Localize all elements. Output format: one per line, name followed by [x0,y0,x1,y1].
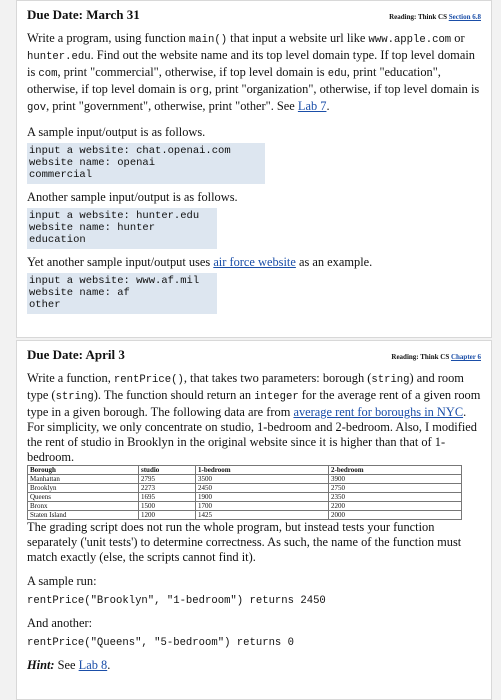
another-run-label: And another: [27,616,93,630]
due-date: Due Date: March 31 [27,7,140,22]
code: hunter.edu [27,51,91,63]
text: . For simplicity, we only concentrate on studio, 1-bedroom and 2-bedroom. Also, I modified the rent of studio in Brooklyn in the original website since it is higher than that of 1-bedroom. [27,405,477,464]
text: , print "government", otherwise, print "other". See [46,99,298,113]
code-line: other [29,299,61,311]
sample-run-label: A sample run: [27,574,97,588]
column-header: 2-bedroom [329,466,462,475]
text: for the average rent of a given room type in a given borough. The following data are from [27,388,481,419]
table-header-row [28,466,462,475]
lab-7-link[interactable]: Lab 7 [297,99,327,113]
code-line: website name: openai [29,157,156,169]
hint [27,658,481,673]
table-cell: 2000 [329,511,462,520]
table-cell: Brooklyn [28,484,139,493]
text: , that takes two parameters: borough ( [183,371,372,385]
text: . Find out the website name and its top level domain type. If top level domain is [27,48,475,79]
rent-table [27,465,462,520]
hint-label: Hint: [27,658,55,672]
table-cell: 1695 [139,493,196,502]
text: as an example. [295,255,373,269]
table-cell: 2200 [329,502,462,511]
text: , print "commercial", otherwise, if top level domain is [57,65,328,79]
sample-3-code [27,273,217,314]
card-header [27,7,481,23]
reading-label: Reading: Think CS [389,13,447,21]
table-row [28,502,462,511]
code: org [189,85,209,97]
reading-link[interactable]: Chapter 6 [450,353,481,361]
code: string [371,374,410,386]
code: www.apple.com [368,34,452,46]
code-line: input a website: www.af.mil [29,275,200,287]
table-cell: Queens [28,493,139,502]
column-header: 1-bedroom [196,466,329,475]
sample-2-code [27,208,217,249]
due-date: Due Date: April 3 [27,347,125,362]
table-cell: 2273 [139,484,196,493]
code: rentPrice() [113,374,184,386]
grading-note: The grading script does not run the whole program, but instead tests your function separately ('unit tests') to determine correctness. As such, the name of the function must match exactly (else, the scripts cannot find it). [27,520,462,564]
problem-description [27,31,481,116]
air-force-link[interactable]: air force website [213,255,296,269]
text: or [451,31,465,45]
code: main() [188,34,228,46]
code: edu [327,68,347,80]
text: ). The function should return an [93,388,255,402]
code-line: education [29,234,86,246]
problem-description [27,371,481,465]
lab-8-link[interactable]: Lab 8 [78,658,108,672]
average-rent-link[interactable]: average rent for boroughs in NYC [293,405,464,419]
table-cell: Staten Island [28,511,139,520]
sample-1-intro: A sample input/output is as follows. [27,125,206,139]
text: Yet another sample input/output uses [27,255,214,269]
table-cell: 2350 [329,493,462,502]
reading-label: Reading: Think CS [391,353,450,361]
code: com [38,68,58,80]
table-cell: 3900 [329,475,462,484]
table-row [28,511,462,520]
code-line: commercial [29,169,93,181]
assignment-card-march [16,0,492,338]
table-cell: 1500 [139,502,196,511]
table-cell: Bronx [28,502,139,511]
sample-1-code [27,143,265,184]
table-row [28,475,462,484]
text: Write a function, [27,371,114,385]
card-header [27,347,481,363]
text: . [326,99,330,113]
code-line: input a website: chat.openai.com [29,145,231,157]
reading-link[interactable]: Section 6.8 [448,13,481,21]
code: string [55,391,94,403]
sample-3-intro [27,255,481,270]
table-row [28,484,462,493]
text: Write a program, using function [27,31,189,45]
reading-ref [391,353,481,361]
assignment-card-april [16,340,492,700]
table-cell: 2795 [139,475,196,484]
text: . [107,658,111,672]
table-cell: 3500 [196,475,329,484]
code-line: website name: af [29,287,130,299]
table-cell: 2750 [329,484,462,493]
table-cell: 1900 [196,493,329,502]
text: , print "organization", otherwise, if top level domain is [208,82,480,96]
code: gov [27,102,47,114]
sample-run-1: rentPrice("Brooklyn", "1-bedroom") returns 2450 [27,595,326,607]
text: that input a website url like [227,31,369,45]
code-line: input a website: hunter.edu [29,210,200,222]
table-cell: 1200 [139,511,196,520]
column-header: studio [139,466,196,475]
text: , print "education", otherwise, if top level domain is [27,65,441,96]
column-header: Borough [28,466,139,475]
text: ) and room type ( [27,371,464,402]
table-row [28,493,462,502]
table-cell: 2450 [196,484,329,493]
table-cell: 1425 [196,511,329,520]
sample-2-intro: Another sample input/output is as follows. [27,190,238,204]
code-line: website name: hunter [29,222,156,234]
table-cell: 1700 [196,502,329,511]
table-cell: Manhattan [28,475,139,484]
sample-run-2: rentPrice("Queens", "5-bedroom") returns 0 [27,637,295,649]
code: integer [254,391,299,403]
reading-ref [389,13,481,21]
text: See [54,658,79,672]
